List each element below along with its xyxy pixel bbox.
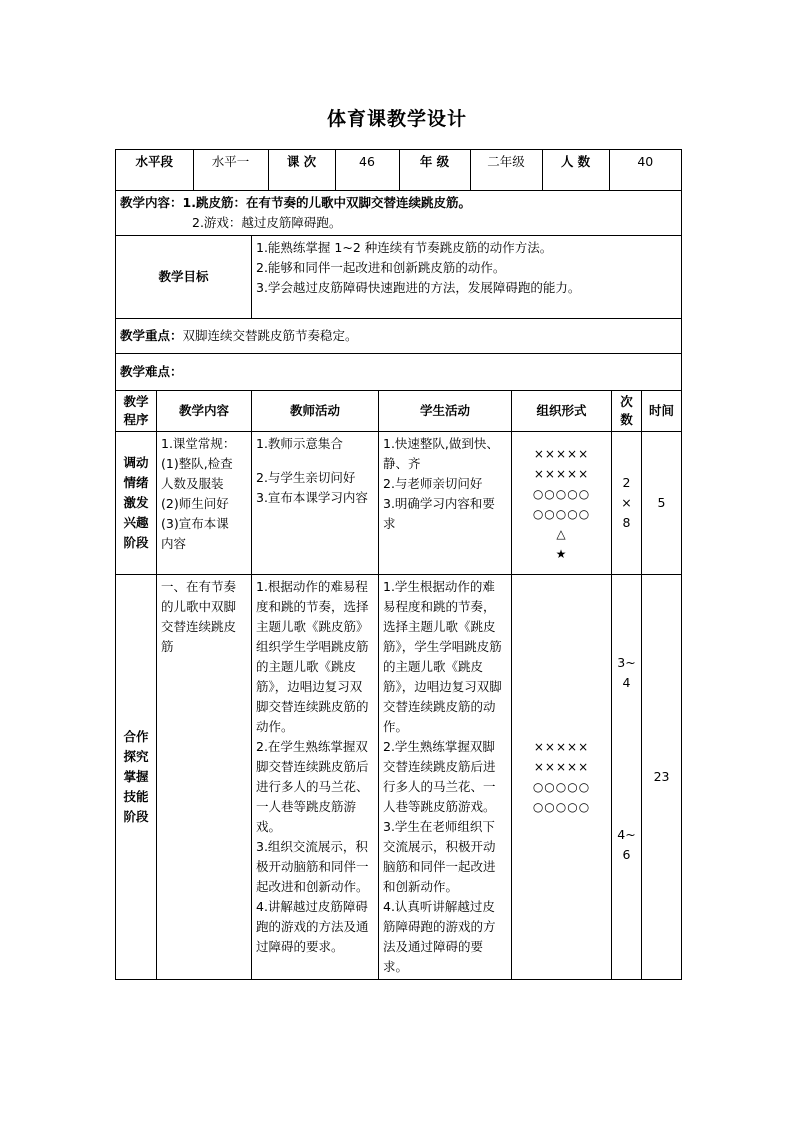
phase1-content-line: (3)宣布本课 [161,516,229,531]
phase1-content-line: 内容 [161,536,187,551]
phase2-student-item: 4.认真听讲解越过皮筋障碍跑的游戏的方法及通过障碍的要求。 [383,899,496,974]
phase2-teacher-item: 1.根据动作的难易程度和跳的节奏，选择主题儿歌《跳皮筋》组织学生学唱跳皮筋的主题儿歌《跳皮筋》，边唱边复习双脚交替连续跳皮筋的动作。 [256,579,369,734]
phase2-teacher-item: 3.组织交流展示，积极开动脑筋和同伴一起改进和创新动作。 [256,839,369,894]
grade-value: 二年级 [470,150,542,190]
col-student: 学生活动 [379,391,512,432]
phase1-teacher-item: 1.教师示意集合 [256,436,343,451]
col-organization: 组织形式 [512,391,612,432]
info-subtable [116,150,681,190]
formation-row: ××××× [533,740,590,754]
phase2-times-a: 4 [622,675,631,690]
formation-row: ××××× [533,447,590,461]
content-item-2: 2.游戏：越过皮筋障碍跑。 [192,215,342,230]
phase2-row [116,575,682,980]
goal-item: 2.能够和同伴一起改进和创新跳皮筋的动作。 [256,260,506,275]
lesson-label: 课 次 [268,150,335,190]
phase2-content: 一、在有节奏的儿歌中双脚交替连续跳皮筋 [157,575,252,980]
phase2-times-b: 6 [622,847,631,862]
goal-item: 1.能熟练掌握 1~2 种连续有节奏跳皮筋的动作方法。 [256,240,553,255]
lesson-plan-table [115,149,682,980]
phase2-student-item: 1.学生根据动作的难易程度和跳的节奏，选择主题儿歌《跳皮筋》，学生学唱跳皮筋的主题儿歌《跳皮筋》，边唱边复习双脚交替连续跳皮筋的动作。 [383,579,502,734]
column-header-row [116,391,682,432]
goal-item: 3.学会越过皮筋障碍快速跑进的方法，发展障碍跑的能力。 [256,280,581,295]
phase2-teacher-item: 2.在学生熟练掌握双脚交替连续跳皮筋后进行多人的马兰花、一人巷等跳皮筋游戏。 [256,739,369,834]
phase1-row [116,432,682,575]
count-label: 人 数 [542,150,609,190]
formation-row: ○○○○○ [532,800,591,814]
phase1-student-item: 2.与老师亲切问好 [383,476,483,491]
phase1-content-line: 1.课堂常规： [161,436,236,451]
formation-row: ○○○○○ [532,487,591,501]
focus-text: 双脚连续交替跳皮筋节奏稳定。 [182,328,358,343]
phase1-content-line: (2)师生问好 [161,496,229,511]
count-value: 40 [637,154,654,169]
star-symbol: ★ [555,547,568,561]
col-duration: 时间 [642,391,682,432]
col-times: 次数 [612,391,642,432]
formation-row: ○○○○○ [532,780,591,794]
phase1-content-line: (1)整队,检查 [161,456,233,471]
content-label: 教学内容： [120,195,183,210]
col-procedure: 教学程序 [116,391,157,432]
level-value: 水平一 [193,150,268,190]
phase2-times-a: 3~ [617,655,636,670]
difficulty-label: 教学难点： [120,364,183,379]
phase2-duration: 23 [642,575,682,980]
phase2-times-b: 4~ [617,827,636,842]
phase1-duration: 5 [642,432,682,575]
phase2-student-item: 2.学生熟练掌握双脚交替连续跳皮筋后进行多人的马兰花、一人巷等跳皮筋游戏。 [383,739,496,814]
phase1-times: 8 [622,515,631,530]
page-title: 体育课教学设计 [326,108,467,130]
grade-label: 年 级 [399,150,470,190]
info-row [116,150,682,191]
phase2-student-item: 3.学生在老师组织下交流展示，积极开动脑筋和同伴一起改进和创新动作。 [383,819,496,894]
goals-row [116,236,682,319]
teacher-symbol: △ [556,527,567,541]
phase1-content-line: 人数及服装 [161,476,224,491]
difficulty-row [116,354,682,391]
col-content: 教学内容 [157,391,252,432]
level-label: 水平段 [116,150,193,190]
formation-row: ××××× [533,467,590,481]
lesson-value: 46 [335,150,399,190]
goals-label: 教学目标 [116,236,252,319]
col-teacher: 教师活动 [252,391,379,432]
focus-row [116,319,682,354]
content-row [116,191,682,236]
focus-label: 教学重点： [120,328,183,343]
phase2-name: 合作探究掌握技能阶段 [116,575,157,980]
phase1-student-item: 3.明确学习内容和要求 [383,496,495,531]
phase1-times: 2 [622,475,631,490]
formation-row: ××××× [533,760,590,774]
phase1-student-item: 1.快速整队,做到快、静、齐 [383,436,499,471]
phase1-teacher-item: 3.宣布本课学习内容 [256,490,368,505]
formation-row: ○○○○○ [532,507,591,521]
content-item-1: 1.跳皮筋：在有节奏的儿歌中双脚交替连续跳皮筋。 [182,195,471,210]
phase1-name: 调动情绪激发兴趣阶段 [116,432,157,575]
phase2-teacher-item: 4.讲解越过皮筋障碍跑的游戏的方法及通过障碍的要求。 [256,899,369,954]
phase1-times: × [621,495,632,510]
phase1-teacher-item: 2.与学生亲切问好 [256,470,356,485]
